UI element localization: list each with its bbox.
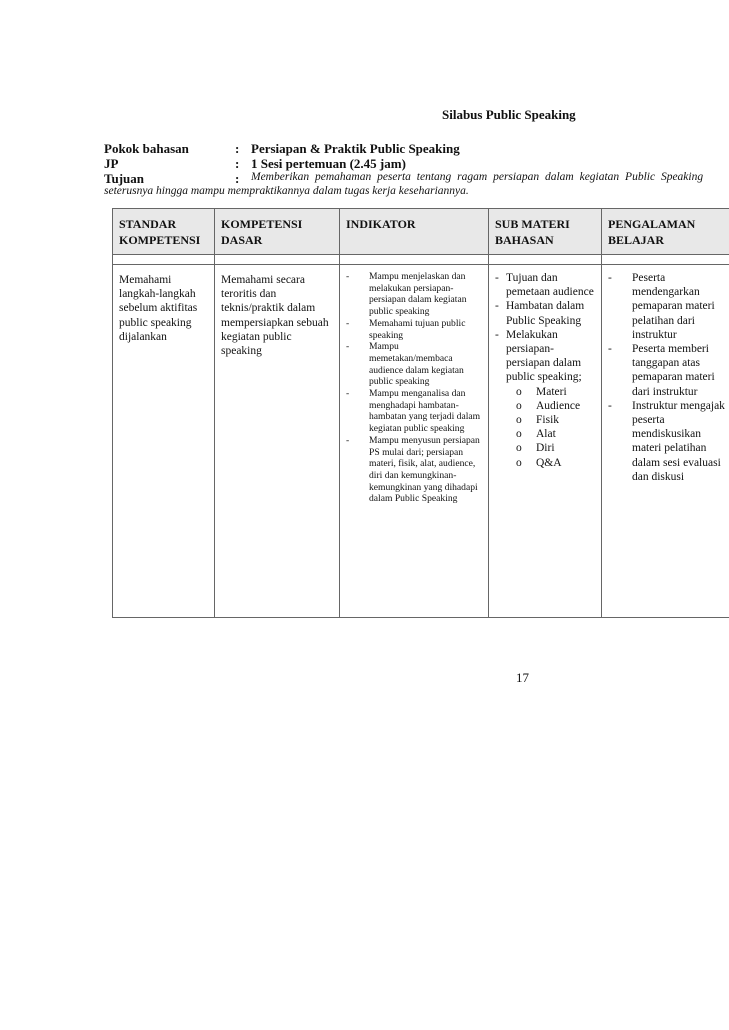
pengalaman-line: Instruktur mengajak [632, 399, 725, 412]
table-header-row [113, 209, 729, 255]
cell-standar [113, 265, 215, 618]
sub-materi-text: Tujuan dan pemetaan audience [506, 272, 594, 299]
meta-colon: : [235, 156, 240, 171]
header-pengalaman [602, 209, 729, 255]
indikator-item: - Mampu menjelaskan dan melakukan persiapan-persiapan dalam kegiatan public speaking [346, 271, 484, 318]
pengalaman-line: tanggapan atas [632, 357, 701, 370]
pengalaman-item [608, 342, 729, 399]
meta-key: JP [104, 156, 119, 171]
page-number: 17 [516, 670, 529, 685]
tujuan-continued: seterusnya hingga mampu mempraktikannya dalam tugas kerja kesehariannya. [104, 185, 469, 197]
syllabus-table [112, 208, 729, 618]
sub-materi-item [493, 328, 597, 470]
kompetensi-text: Memahami secara teroritis dan teknis/praktik dalam mempersiapkan sebuah kegiatan public speaking [221, 274, 329, 358]
header-label: STANDAR KOMPETENSI [119, 217, 201, 247]
indikator-item: - Memahami tujuan public speaking [346, 318, 484, 341]
sub-materi-sublist [506, 385, 597, 470]
meta-colon: : [235, 141, 240, 156]
cell-pengalaman [602, 265, 729, 618]
sub-materi-subitem: o Alat [516, 427, 597, 441]
cell-kompetensi [215, 265, 340, 618]
pengalaman-line: dari instruktur [632, 385, 698, 398]
sub-materi-subitem: o Q&A [516, 456, 597, 470]
indikator-item: - Mampu memetakan/membaca audience dalam kegiatan public speaking [346, 341, 484, 388]
sub-materi-item [493, 271, 597, 299]
cell-sub-materi [489, 265, 602, 618]
sub-materi-text: Melakukan persiapan-persiapan dalam public speaking; [506, 328, 582, 384]
meta-key: Pokok bahasan [104, 141, 189, 156]
sub-materi-subitem: o Diri [516, 441, 597, 455]
pengalaman-line: dan diskusi [632, 470, 685, 483]
pengalaman-line: pelatihan dari [632, 314, 695, 327]
pengalaman-line: Peserta memberi [632, 343, 709, 356]
meta-value: Persiapan & Praktik Public Speaking [251, 141, 460, 156]
indikator-item: - Mampu menganalisa dan menghadapi hambatan-hambatan yang terjadi dalam kegiatan public speaking [346, 388, 484, 435]
meta-key: Tujuan [104, 171, 144, 186]
table-spacer-row [113, 255, 729, 265]
pengalaman-line: peserta [632, 414, 665, 427]
header-label: INDIKATOR [346, 217, 416, 231]
meta-colon: : [235, 171, 240, 186]
pengalaman-line: pemaparan materi [632, 371, 715, 384]
cell-indikator [340, 265, 489, 618]
sub-materi-item [493, 299, 597, 327]
pengalaman-line: mendiskusikan [632, 428, 701, 441]
pengalaman-line: Peserta [632, 272, 666, 284]
header-kompetensi [215, 209, 340, 255]
sub-materi-subitem: o Audience [516, 399, 597, 413]
header-label: PENGALAMAN BELAJAR [608, 217, 696, 247]
standar-text: Memahami langkah-langkah sebelum aktifitas public speaking dijalankan [119, 274, 198, 343]
header-standar [113, 209, 215, 255]
pengalaman-line: materi pelatihan [632, 442, 707, 455]
header-sub-materi [489, 209, 602, 255]
sub-materi-list [489, 265, 601, 470]
header-label: KOMPETENSI DASAR [221, 217, 303, 247]
pengalaman-line: mendengarkan [632, 286, 700, 299]
meta-value: 1 Sesi pertemuan (2.45 jam) [251, 156, 406, 171]
document-title: Silabus Public Speaking [442, 107, 576, 122]
pengalaman-line: dalam sesi evaluasi [632, 456, 721, 469]
table-row [113, 265, 729, 618]
pengalaman-item [608, 399, 729, 484]
header-indikator [340, 209, 489, 255]
sub-materi-text: Hambatan dalam Public Speaking [506, 300, 585, 327]
header-label: SUB MATERI BAHASAN [495, 217, 570, 247]
pengalaman-line: pemaparan materi [632, 300, 715, 313]
indikator-list [340, 265, 488, 505]
pengalaman-list [602, 265, 729, 484]
pengalaman-item [608, 271, 729, 342]
sub-materi-subitem: o Fisik [516, 413, 597, 427]
pengalaman-line: instruktur [632, 328, 677, 341]
indikator-item: - Mampu menyusun persiapan PS mulai dari; persiapan materi, fisik, alat, audience, diri dan kemungkinan-kemungkinan yang dihadapi dalam Public Speaking [346, 435, 484, 505]
sub-materi-subitem: o Materi [516, 385, 597, 399]
meta-value: Memberikan pemahaman peserta tentang ragam persiapan dalam kegiatan Public Speaking [251, 171, 704, 183]
